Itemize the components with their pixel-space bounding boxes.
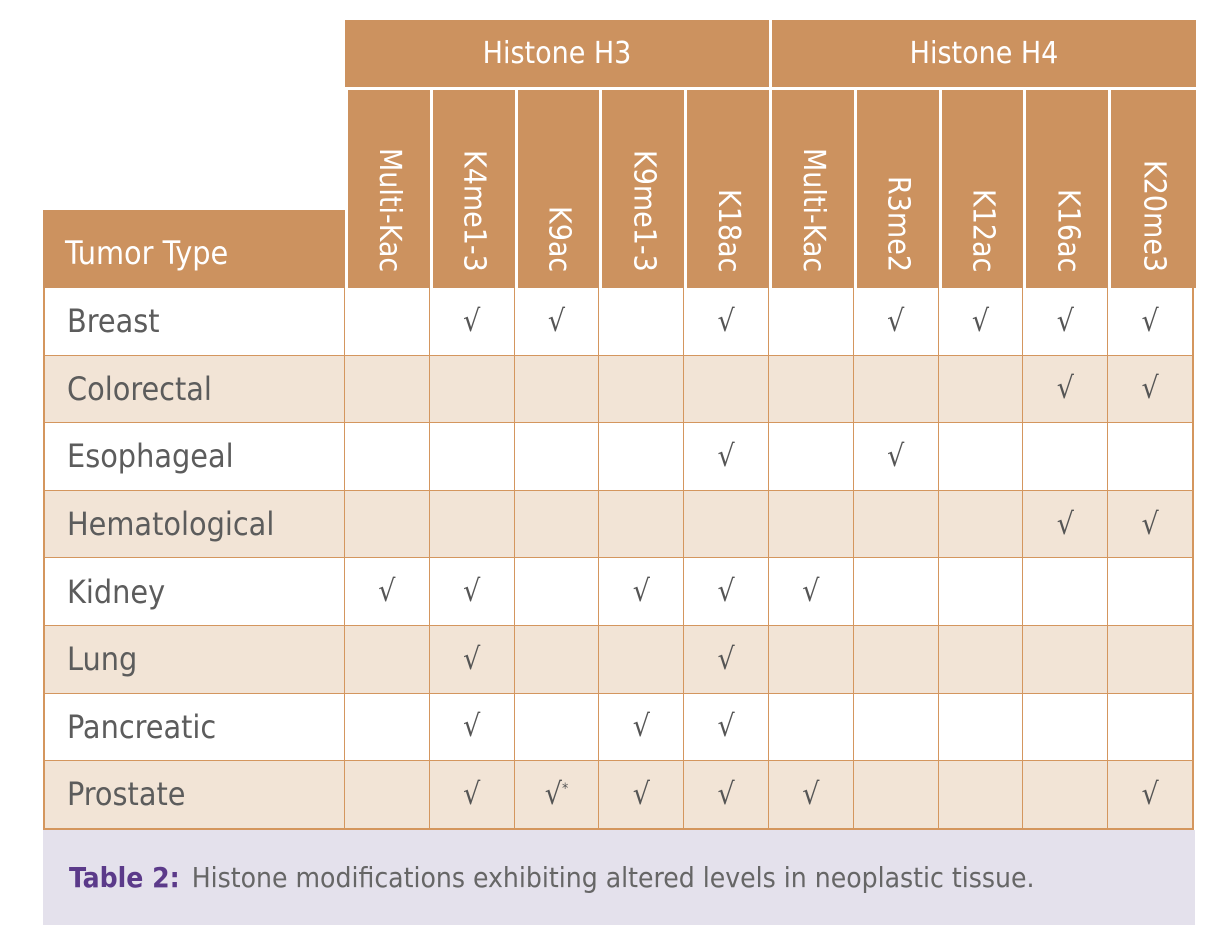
check-mark: √ bbox=[463, 641, 481, 677]
table-cell bbox=[345, 694, 431, 763]
column-header-label: K18ac bbox=[711, 188, 747, 272]
table-cell bbox=[430, 423, 516, 492]
table-cell bbox=[939, 423, 1025, 492]
table-cell bbox=[515, 423, 601, 492]
caption-text: Histone modifications exhibiting altered levels in neoplastic tissue. bbox=[191, 861, 1035, 894]
table-cell bbox=[1108, 558, 1194, 627]
table-cell bbox=[430, 761, 516, 830]
table-cell bbox=[1023, 694, 1109, 763]
column-header bbox=[939, 90, 1024, 288]
table-cell bbox=[599, 491, 685, 560]
check-mark: √ bbox=[717, 776, 735, 812]
table-cell bbox=[1023, 423, 1109, 492]
table-cell bbox=[854, 761, 940, 830]
column-header-label: K16ac bbox=[1050, 188, 1086, 272]
check-mark: √* bbox=[544, 776, 569, 812]
column-header-label: K20me3 bbox=[1136, 159, 1172, 272]
table-cell bbox=[854, 356, 940, 425]
check-mark: √ bbox=[463, 776, 481, 812]
table-cell bbox=[769, 761, 855, 830]
group-header-0: Histone H3 bbox=[345, 20, 769, 90]
check-mark: √ bbox=[463, 303, 481, 339]
table-cell bbox=[1023, 558, 1109, 627]
table-cell bbox=[345, 558, 431, 627]
table-cell bbox=[515, 491, 601, 560]
check-mark: √ bbox=[378, 574, 396, 610]
table-cell bbox=[515, 694, 601, 763]
table-cell bbox=[515, 558, 601, 627]
table-cell bbox=[854, 423, 940, 492]
table-cell bbox=[1023, 356, 1109, 425]
table-cell bbox=[684, 491, 770, 560]
table-cell bbox=[939, 356, 1025, 425]
table-cell bbox=[430, 694, 516, 763]
check-mark: √ bbox=[1056, 371, 1074, 407]
column-header bbox=[769, 90, 854, 288]
column-header bbox=[684, 90, 769, 288]
table-cell bbox=[430, 491, 516, 560]
table-cell bbox=[599, 626, 685, 695]
check-mark: √ bbox=[717, 641, 735, 677]
column-header-label: K4me1-3 bbox=[456, 150, 492, 272]
table-cell bbox=[345, 423, 431, 492]
table-cell bbox=[939, 626, 1025, 695]
table-cell bbox=[345, 761, 431, 830]
check-mark: √ bbox=[463, 709, 481, 745]
table-cell bbox=[599, 288, 685, 357]
table-cell bbox=[1023, 491, 1109, 560]
check-mark: √ bbox=[1141, 506, 1159, 542]
check-mark: √ bbox=[1056, 303, 1074, 339]
check-mark: √ bbox=[717, 303, 735, 339]
table-cell bbox=[345, 626, 431, 695]
table-cell bbox=[599, 694, 685, 763]
table-cell bbox=[515, 356, 601, 425]
table-cell bbox=[769, 491, 855, 560]
check-mark: √ bbox=[802, 574, 820, 610]
check-mark: √ bbox=[1056, 506, 1074, 542]
check-mark: √ bbox=[717, 574, 735, 610]
row-label: Pancreatic bbox=[43, 694, 346, 763]
table-cell bbox=[1108, 694, 1194, 763]
table-cell bbox=[854, 288, 940, 357]
column-header-label: K9me1-3 bbox=[626, 150, 662, 272]
table-cell bbox=[854, 626, 940, 695]
check-mark: √ bbox=[632, 776, 650, 812]
row-label: Hematological bbox=[43, 491, 346, 560]
table-cell bbox=[1108, 761, 1194, 830]
table-cell bbox=[1108, 288, 1194, 357]
table-cell bbox=[769, 626, 855, 695]
table-cell bbox=[684, 558, 770, 627]
row-label: Lung bbox=[43, 626, 346, 695]
table-cell bbox=[1108, 356, 1194, 425]
table-cell bbox=[769, 558, 855, 627]
table-cell bbox=[939, 694, 1025, 763]
row-label: Kidney bbox=[43, 558, 346, 627]
column-header-label: Multi-Kac bbox=[795, 147, 831, 272]
table-cell bbox=[345, 491, 431, 560]
table-cell bbox=[854, 694, 940, 763]
table-cell bbox=[939, 491, 1025, 560]
check-mark: √ bbox=[632, 709, 650, 745]
table-cell bbox=[515, 761, 601, 830]
check-mark: √ bbox=[971, 303, 990, 339]
table-cell bbox=[599, 423, 685, 492]
table-cell bbox=[939, 558, 1025, 627]
column-header bbox=[854, 90, 939, 288]
column-header bbox=[1108, 90, 1196, 288]
table-cell bbox=[1108, 491, 1194, 560]
table-cell bbox=[684, 694, 770, 763]
check-mark: √ bbox=[717, 438, 735, 474]
table-cell bbox=[684, 288, 770, 357]
table-cell bbox=[515, 288, 601, 357]
column-header bbox=[345, 90, 430, 288]
check-mark: √ bbox=[1141, 371, 1159, 407]
column-header-label: K9ac bbox=[541, 205, 577, 272]
row-label: Colorectal bbox=[43, 356, 346, 425]
check-mark: √ bbox=[1141, 776, 1159, 812]
column-header bbox=[599, 90, 684, 288]
table-cell bbox=[430, 626, 516, 695]
table-cell bbox=[1023, 288, 1109, 357]
check-mark: √ bbox=[887, 438, 905, 474]
table-cell bbox=[599, 761, 685, 830]
check-mark: √ bbox=[717, 709, 735, 745]
table-cell bbox=[1023, 761, 1109, 830]
table-cell bbox=[599, 356, 685, 425]
column-header-label: Multi-Kac bbox=[371, 147, 407, 272]
tumor-type-header: Tumor Type bbox=[43, 210, 345, 288]
table-cell bbox=[684, 356, 770, 425]
caption-label: Table 2: bbox=[69, 861, 180, 894]
table-cell bbox=[769, 356, 855, 425]
table-cell bbox=[345, 288, 431, 357]
check-mark: √ bbox=[1141, 303, 1159, 339]
table-cell bbox=[345, 356, 431, 425]
column-header-label: K12ac bbox=[965, 188, 1001, 272]
check-mark: √ bbox=[547, 303, 566, 339]
column-header bbox=[430, 90, 515, 288]
group-header-1: Histone H4 bbox=[769, 20, 1196, 90]
check-mark: √ bbox=[887, 303, 905, 339]
row-label: Breast bbox=[43, 288, 346, 357]
check-mark: √ bbox=[802, 776, 820, 812]
table-cell bbox=[769, 694, 855, 763]
table-cell bbox=[769, 423, 855, 492]
table-cell bbox=[515, 626, 601, 695]
row-label: Prostate bbox=[43, 761, 346, 830]
table-cell bbox=[939, 761, 1025, 830]
table-caption bbox=[43, 830, 1195, 925]
table-cell bbox=[684, 423, 770, 492]
row-label: Esophageal bbox=[43, 423, 346, 492]
table-cell bbox=[939, 288, 1025, 357]
column-header bbox=[1023, 90, 1108, 288]
table-cell bbox=[684, 626, 770, 695]
table-cell bbox=[854, 491, 940, 560]
table-cell bbox=[1108, 626, 1194, 695]
column-header-label: R3me2 bbox=[880, 176, 916, 272]
table-cell bbox=[599, 558, 685, 627]
column-header bbox=[515, 90, 600, 288]
table-cell bbox=[769, 288, 855, 357]
table-cell bbox=[430, 558, 516, 627]
table-cell bbox=[430, 288, 516, 357]
check-mark: √ bbox=[463, 574, 481, 610]
table-cell bbox=[854, 558, 940, 627]
table-cell bbox=[684, 761, 770, 830]
check-mark: √ bbox=[632, 574, 650, 610]
table-cell bbox=[1023, 626, 1109, 695]
table-cell bbox=[430, 356, 516, 425]
table-cell bbox=[1108, 423, 1194, 492]
